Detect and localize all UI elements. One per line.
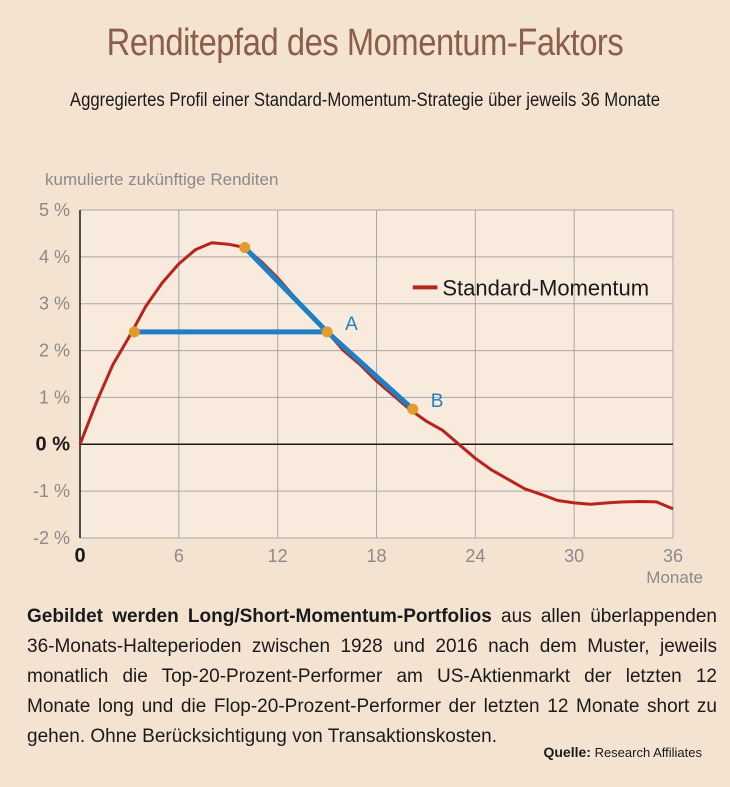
x-tick-label: 0	[74, 545, 86, 567]
y-tick-label: 5 %	[38, 200, 70, 220]
x-tick-label: 24	[465, 546, 486, 566]
source-label: Quelle:	[543, 744, 591, 760]
annotation-marker	[129, 326, 140, 337]
x-axis-title: Monate	[646, 568, 703, 587]
y-tick-label: -2 %	[32, 528, 70, 548]
y-tick-label: 0 %	[35, 433, 70, 456]
description-bold: Gebildet werden Long/Short-Momentum-Portfolios	[27, 606, 492, 627]
y-tick-label: 4 %	[38, 246, 70, 267]
annotation-marker	[239, 242, 250, 253]
momentum-chart	[0, 150, 730, 595]
x-tick-label: 30	[564, 546, 585, 566]
x-tick-label: 18	[366, 546, 387, 566]
chart-title: Renditepfad des Momentum-Faktors	[106, 22, 624, 64]
legend-label: Standard-Momentum	[442, 275, 650, 301]
description-text	[27, 602, 717, 752]
source-note	[543, 744, 702, 760]
y-tick-label: 1 %	[38, 387, 70, 408]
annotation-marker	[322, 326, 333, 337]
annotation-marker	[407, 404, 418, 415]
y-tick-label: -1 %	[32, 481, 70, 502]
x-tick-label: 12	[267, 546, 288, 566]
x-tick-label: 36	[662, 546, 684, 566]
annotation-label-a: A	[345, 313, 358, 335]
y-tick-label: 3 %	[38, 293, 70, 314]
y-tick-label: 2 %	[38, 340, 70, 361]
description-body: aus allen überlappenden 36-Monats-Halteperioden zwischen 1928 und 2016 nach dem Muster, jeweils monatlich die Top-20-Prozent-Performer am US-Aktienmarkt der letzten 12 Monate long und die Flop-20-Prozent-Performer der letzten 12 Monate short zu gehen. Ohne Berücksichtigung von Transaktionskosten.	[27, 606, 717, 747]
chart-subtitle: Aggregiertes Profil einer Standard-Momentum-Strategie über jeweils 36 Monate	[69, 90, 661, 111]
source-value: Research Affiliates	[594, 745, 702, 760]
x-tick-label: 6	[173, 546, 184, 566]
annotation-label-b: B	[430, 391, 444, 413]
y-axis-title: kumulierte zukünftige Renditen	[45, 170, 279, 189]
